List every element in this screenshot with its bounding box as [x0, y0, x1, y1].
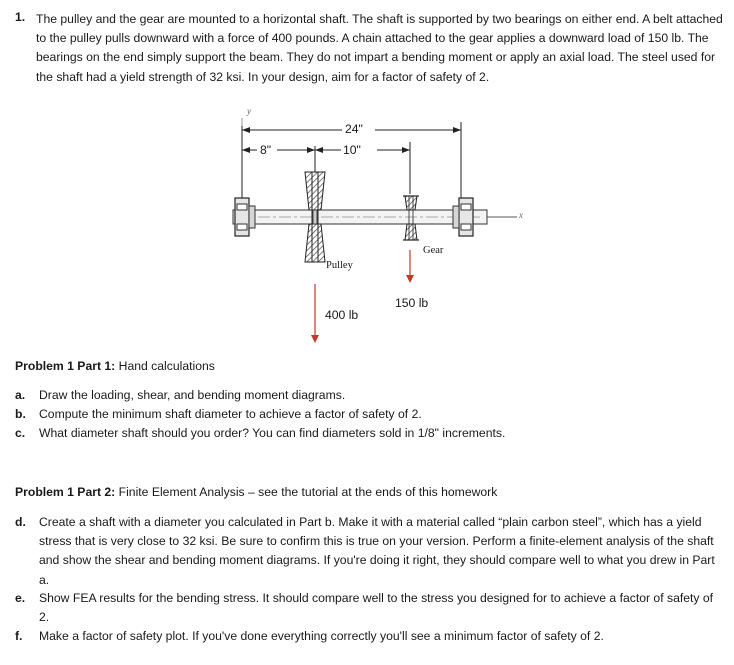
item-letter: a.: [15, 388, 26, 402]
part1-title: [15, 359, 215, 373]
item-text: Create a shaft with a diameter you calculated in Part b. Make it with a material called “plain carbon steel”, which has a yield stress that is very close to 32 ksi. Be sure to confirm this is true on your version. Perform a finite-element analysis of the shaft and show the shear and bending moment diagrams. If you're doing it right, they should compare well to what you drew in Part a.: [39, 515, 715, 587]
item-letter: e.: [15, 591, 26, 605]
part2-title-bold: Problem 1 Part 2:: [15, 485, 116, 499]
gear-load-arrow: [406, 250, 414, 283]
gear-load-label: 150 lb: [395, 296, 429, 310]
list-item: [15, 386, 725, 405]
list-item: [15, 513, 725, 590]
item-text: What diameter shaft should you order? You can find diameters sold in 1/8" increments.: [39, 426, 506, 440]
part1-title-bold: Problem 1 Part 1:: [15, 359, 116, 373]
item-text: Show FEA results for the bending stress. It should compare well to the stress you designed for to achieve a factor of safety of 2.: [39, 591, 714, 625]
list-item: [15, 589, 725, 627]
part1-title-rest: Hand calculations: [115, 359, 215, 373]
item-letter: f.: [15, 629, 23, 643]
dimension-10-label: 10": [343, 143, 361, 157]
item-letter: d.: [15, 515, 26, 529]
pulley-load-label: 400 lb: [325, 308, 359, 322]
list-item: [15, 424, 725, 443]
y-axis-label: y: [247, 106, 251, 116]
pulley-load-arrow: [311, 284, 319, 343]
shaft: [233, 210, 517, 224]
pulley-label: Pulley: [326, 260, 353, 271]
dimension-24-label: 24": [345, 122, 363, 136]
list-item: [15, 627, 725, 646]
dimension-8: [242, 146, 315, 172]
list-item: [15, 405, 725, 424]
right-bearing: [453, 198, 473, 236]
x-axis-label: x: [519, 210, 523, 220]
item-letter: c.: [15, 426, 26, 440]
dimension-8-label: 8": [260, 143, 272, 157]
gear-label: Gear: [423, 245, 444, 256]
item-text: Make a factor of safety plot. If you've done everything correctly you'll see a minimum factor of safety of 2.: [39, 629, 604, 643]
question-text: The pulley and the gear are mounted to a horizontal shaft. The shaft is supported by two bearings on either end. A belt attached to the pulley pulls downward with a force of 400 pounds. A chain attached to the gear applies a downward load of 150 lb. The bearings on the end simply support the beam. They do not impart a bending moment or apply an axial load. The steel used for the shaft had a yield strength of 32 ksi. In your design, aim for a factor of safety of 2.: [36, 12, 723, 84]
part2-title: [15, 485, 497, 499]
left-bearing: [235, 198, 255, 236]
item-letter: b.: [15, 407, 26, 421]
question-number: 1.: [15, 10, 26, 24]
dimension-10: [315, 142, 410, 194]
part2-title-rest: Finite Element Analysis – see the tutorial at the ends of this homework: [115, 485, 498, 499]
item-text: Compute the minimum shaft diameter to achieve a factor of safety of 2.: [39, 407, 422, 421]
item-text: Draw the loading, shear, and bending moment diagrams.: [39, 388, 346, 402]
shaft-figure: [215, 106, 535, 350]
